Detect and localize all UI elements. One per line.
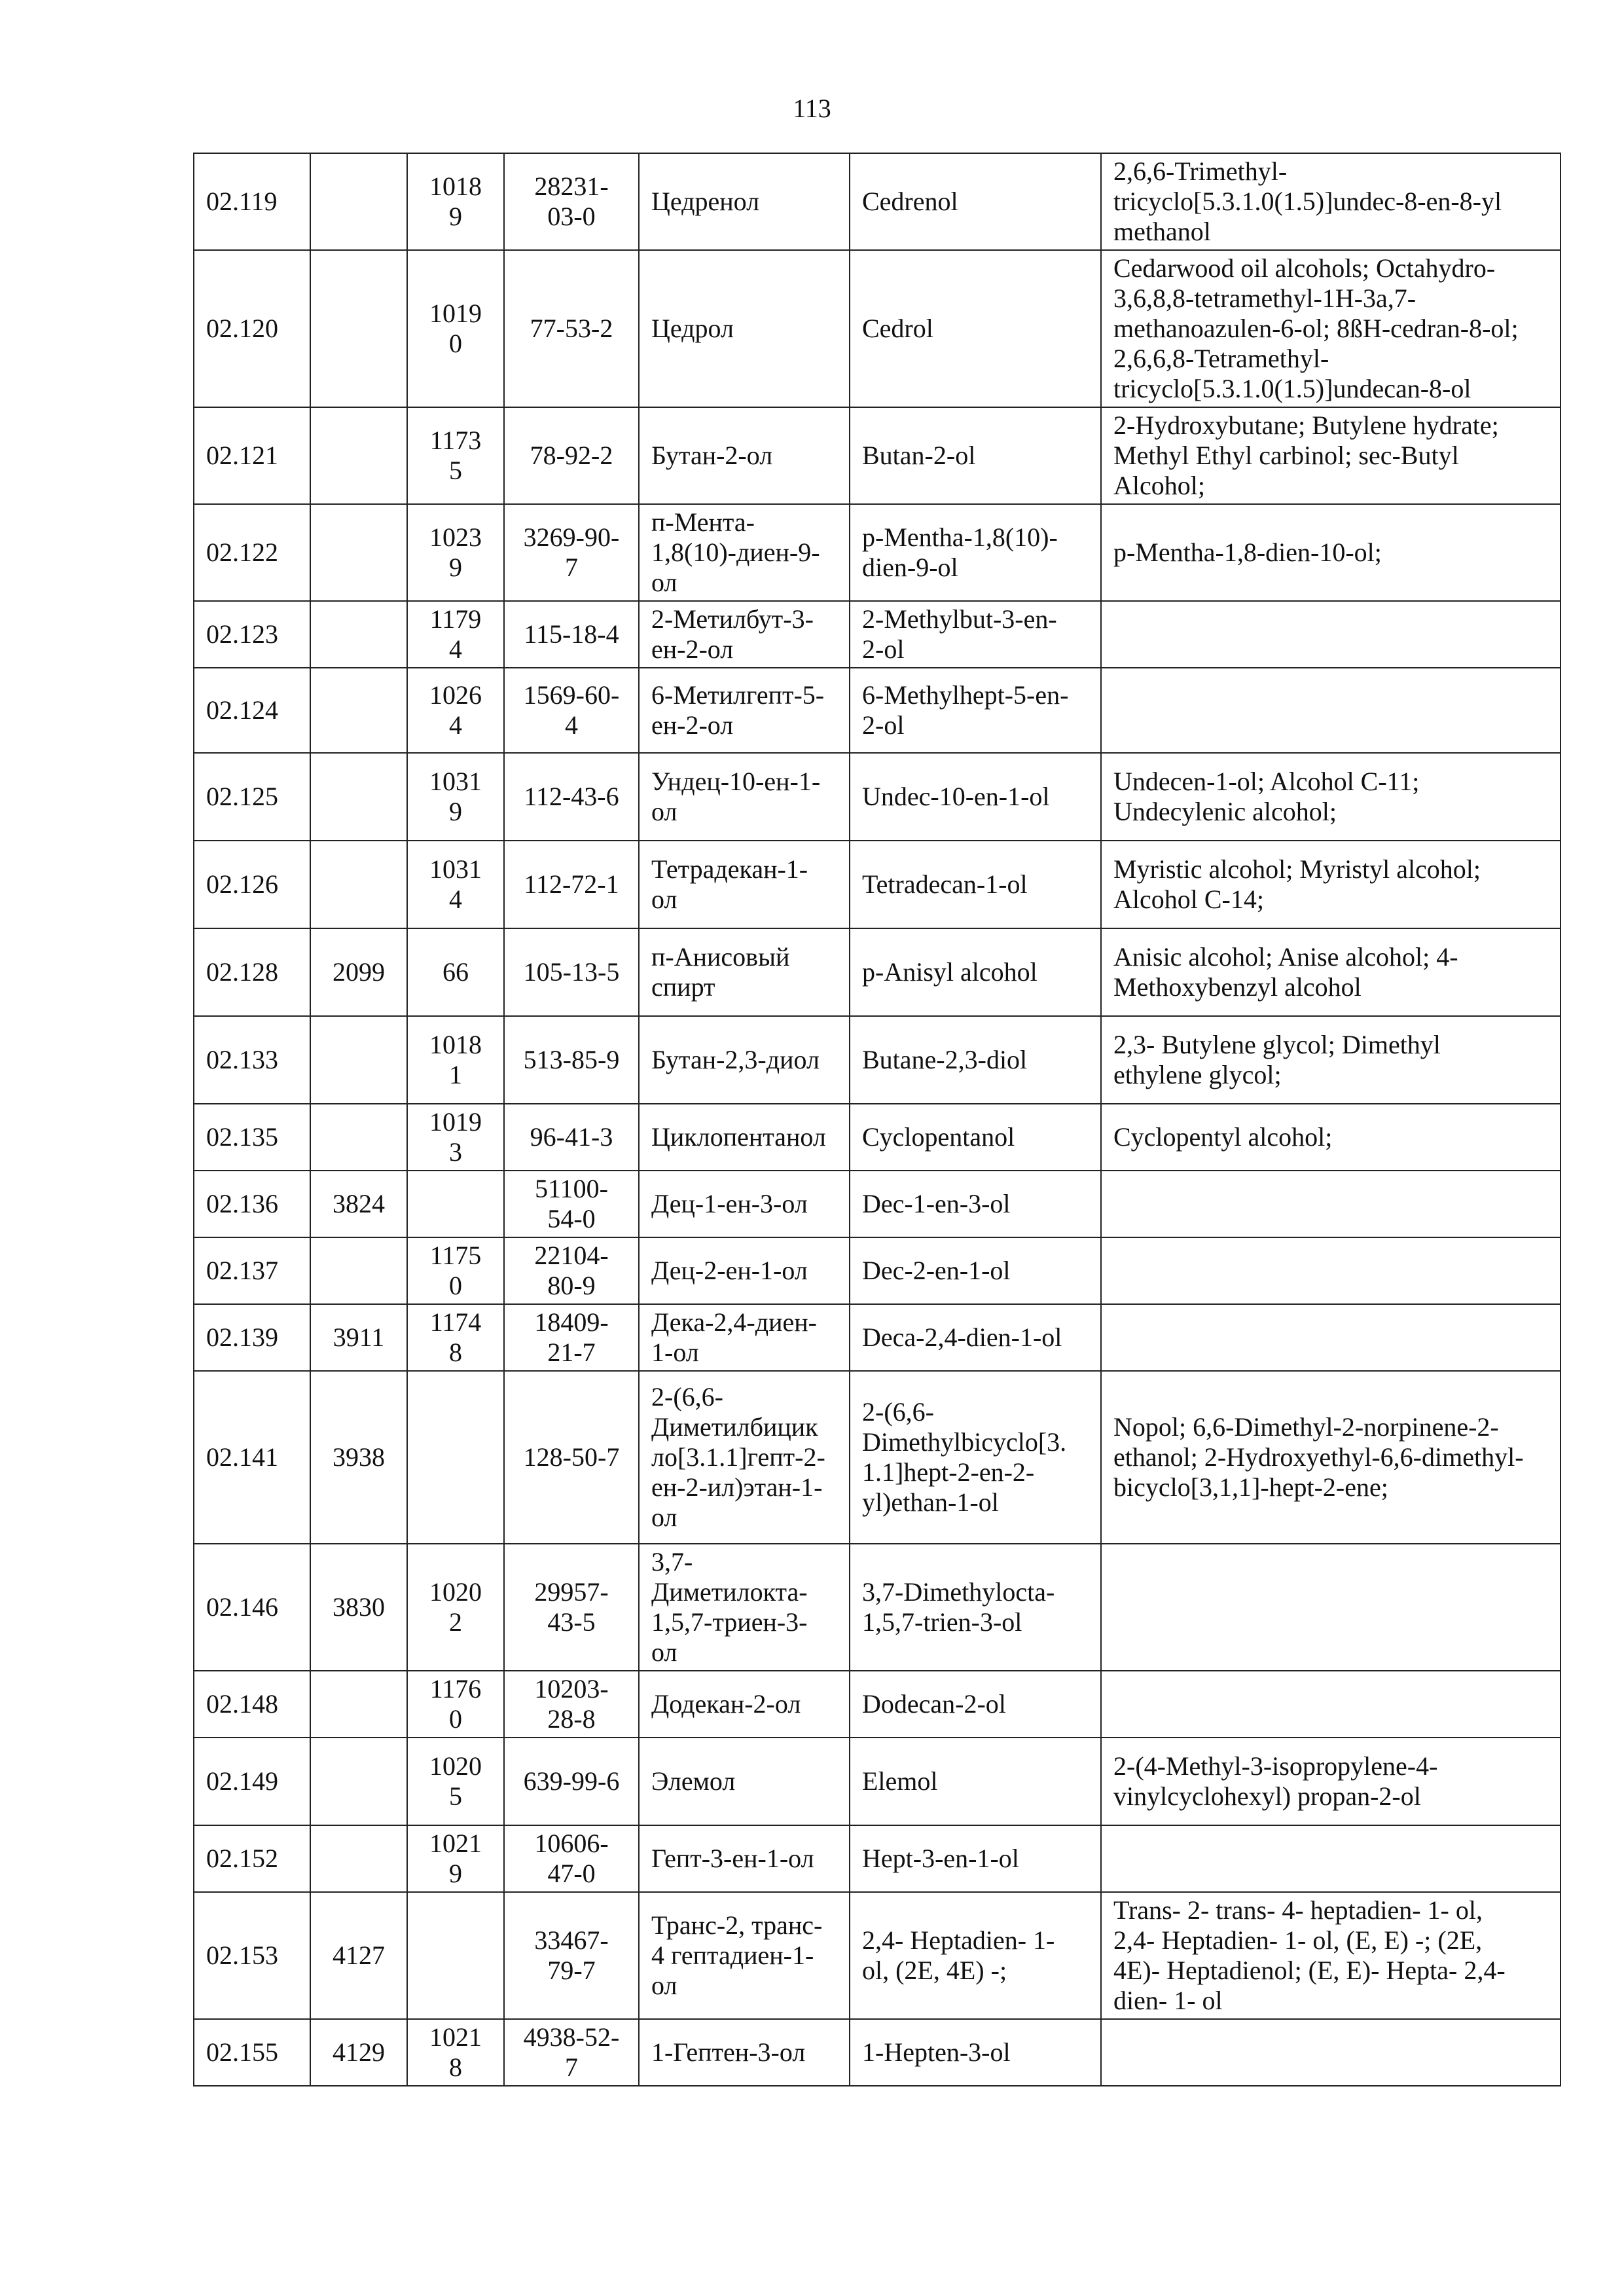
english-name-text: Cyclopentanol xyxy=(862,1122,1015,1152)
fl-number-cell xyxy=(194,1738,310,1825)
synonyms-cell xyxy=(1101,1825,1561,1892)
synonyms-text: Trans- 2- trans- 4- heptadien- 1- ol, 2,4- Heptadien- 1- ol, (E, E) -; (2E, 4E)- Heptadienol; (E, E)- Hepta- 2,4- dien- 1- ol xyxy=(1113,1895,1506,2015)
english-name-text: Deca-2,4-dien-1-ol xyxy=(862,1322,1062,1352)
cas-number-cell xyxy=(504,601,639,668)
synonyms-text: Undecen-1-ol; Alcohol C-11; Undecylenic alcohol; xyxy=(1113,767,1420,826)
synonyms-cell xyxy=(1101,753,1561,841)
english-name-text: p-Mentha-1,8(10)- dien-9-ol xyxy=(862,522,1058,582)
synonyms-cell xyxy=(1101,1738,1561,1825)
russian-name-cell xyxy=(639,1304,850,1371)
russian-name-cell xyxy=(639,2019,850,2086)
flavouring-substances-table xyxy=(193,153,1561,2086)
russian-name-text: Дец-1-ен-3-ол xyxy=(651,1189,808,1218)
fema-number-cell xyxy=(310,668,407,753)
jecfa-number-text: 1020 5 xyxy=(429,1751,482,1811)
russian-name-cell xyxy=(639,928,850,1016)
page-number: 113 xyxy=(793,94,831,123)
jecfa-number-cell xyxy=(407,1671,504,1738)
fl-number-text: 02.152 xyxy=(206,1844,278,1873)
synonyms-cell xyxy=(1101,1892,1561,2019)
jecfa-number-cell xyxy=(407,2019,504,2086)
jecfa-number-text: 1031 9 xyxy=(429,767,482,826)
cas-number-cell xyxy=(504,504,639,601)
fl-number-cell xyxy=(194,1371,310,1544)
jecfa-number-cell xyxy=(407,1016,504,1104)
cas-number-cell xyxy=(504,1671,639,1738)
jecfa-number-cell xyxy=(407,1544,504,1671)
synonyms-cell xyxy=(1101,1371,1561,1544)
fl-number-cell xyxy=(194,250,310,407)
synonyms-cell xyxy=(1101,1671,1561,1738)
table-row xyxy=(194,601,1561,668)
english-name-text: Cedrol xyxy=(862,314,933,343)
english-name-cell xyxy=(850,1544,1101,1671)
fema-number-cell xyxy=(310,407,407,504)
fl-number-text: 02.135 xyxy=(206,1122,278,1152)
fema-number-text: 3938 xyxy=(333,1442,385,1472)
english-name-cell xyxy=(850,753,1101,841)
cas-number-text: 10606- 47-0 xyxy=(534,1829,609,1888)
cas-number-cell xyxy=(504,1304,639,1371)
fl-number-text: 02.122 xyxy=(206,538,278,567)
jecfa-number-text: 1175 0 xyxy=(429,1241,482,1300)
fl-number-text: 02.139 xyxy=(206,1322,278,1352)
synonyms-cell xyxy=(1101,1016,1561,1104)
russian-name-text: Цедренол xyxy=(651,187,760,216)
russian-name-cell xyxy=(639,1104,850,1171)
cas-number-text: 128-50-7 xyxy=(523,1442,620,1472)
fema-number-cell xyxy=(310,1171,407,1237)
synonyms-text: Myristic alcohol; Myristyl alcohol; Alcohol C-14; xyxy=(1113,854,1481,914)
fema-number-cell xyxy=(310,1544,407,1671)
russian-name-text: Ундец-10-ен-1- ол xyxy=(651,767,821,826)
table-row xyxy=(194,1016,1561,1104)
cas-number-cell xyxy=(504,1237,639,1304)
fema-number-cell xyxy=(310,1738,407,1825)
table-row xyxy=(194,407,1561,504)
fema-number-cell xyxy=(310,753,407,841)
fl-number-text: 02.128 xyxy=(206,957,278,987)
english-name-text: p-Anisyl alcohol xyxy=(862,957,1038,987)
table-row xyxy=(194,1544,1561,1671)
fema-number-text: 3911 xyxy=(333,1322,385,1352)
cas-number-text: 3269-90- 7 xyxy=(523,522,620,582)
fl-number-text: 02.124 xyxy=(206,695,278,725)
fl-number-text: 02.148 xyxy=(206,1689,278,1719)
russian-name-text: 2-(6,6- Диметилбицик ло[3.1.1]гепт-2- ен-2-ил)этан-1- ол xyxy=(651,1382,825,1532)
russian-name-text: Цедрол xyxy=(651,314,734,343)
fl-number-cell xyxy=(194,1171,310,1237)
table-row xyxy=(194,753,1561,841)
cas-number-text: 112-72-1 xyxy=(524,869,619,899)
russian-name-cell xyxy=(639,1237,850,1304)
jecfa-number-text: 1026 4 xyxy=(429,680,482,740)
fl-number-cell xyxy=(194,407,310,504)
russian-name-text: 3,7- Диметилокта- 1,5,7-триен-3- ол xyxy=(651,1547,808,1667)
table-row xyxy=(194,1671,1561,1738)
english-name-text: 6-Methylhept-5-en- 2-ol xyxy=(862,680,1069,740)
fl-number-cell xyxy=(194,753,310,841)
fema-number-cell xyxy=(310,928,407,1016)
table-row xyxy=(194,841,1561,928)
english-name-cell xyxy=(850,928,1101,1016)
cas-number-text: 4938-52- 7 xyxy=(523,2022,620,2082)
fl-number-cell xyxy=(194,1104,310,1171)
fl-number-cell xyxy=(194,1825,310,1892)
english-name-text: 2-(6,6- Dimethylbicyclo[3. 1.1]hept-2-en-2- yl)ethan-1-ol xyxy=(862,1397,1067,1517)
jecfa-number-text: 1021 8 xyxy=(429,2022,482,2082)
english-name-text: 2,4- Heptadien- 1- ol, (2E, 4E) -; xyxy=(862,1925,1055,1985)
fl-number-text: 02.125 xyxy=(206,782,278,811)
synonyms-cell xyxy=(1101,407,1561,504)
english-name-cell xyxy=(850,668,1101,753)
fema-number-cell xyxy=(310,1304,407,1371)
synonyms-text: Cyclopentyl alcohol; xyxy=(1113,1122,1333,1152)
jecfa-number-cell xyxy=(407,250,504,407)
table-row xyxy=(194,153,1561,250)
english-name-text: Dodecan-2-ol xyxy=(862,1689,1006,1719)
jecfa-number-cell xyxy=(407,1738,504,1825)
english-name-cell xyxy=(850,601,1101,668)
synonyms-cell xyxy=(1101,841,1561,928)
synonyms-cell xyxy=(1101,250,1561,407)
fl-number-text: 02.126 xyxy=(206,869,278,899)
russian-name-cell xyxy=(639,1544,850,1671)
fema-number-cell xyxy=(310,841,407,928)
russian-name-cell xyxy=(639,153,850,250)
synonyms-cell xyxy=(1101,1171,1561,1237)
jecfa-number-text: 1019 0 xyxy=(429,299,482,358)
table-row xyxy=(194,2019,1561,2086)
jecfa-number-cell xyxy=(407,841,504,928)
english-name-cell xyxy=(850,1237,1101,1304)
cas-number-text: 77-53-2 xyxy=(530,314,613,343)
fl-number-cell xyxy=(194,1671,310,1738)
jecfa-number-text: 1021 9 xyxy=(429,1829,482,1888)
fema-number-text: 3824 xyxy=(333,1189,385,1218)
fl-number-text: 02.136 xyxy=(206,1189,278,1218)
jecfa-number-text: 1020 2 xyxy=(429,1577,482,1637)
fl-number-cell xyxy=(194,1892,310,2019)
russian-name-text: Циклопентанол xyxy=(651,1122,826,1152)
synonyms-cell xyxy=(1101,928,1561,1016)
cas-number-text: 105-13-5 xyxy=(523,957,620,987)
russian-name-text: 1-Гептен-3-ол xyxy=(651,2037,806,2067)
russian-name-text: Додекан-2-ол xyxy=(651,1689,801,1719)
fl-number-cell xyxy=(194,153,310,250)
jecfa-number-cell xyxy=(407,753,504,841)
fema-number-text: 2099 xyxy=(333,957,385,987)
fema-number-cell xyxy=(310,1016,407,1104)
synonyms-text: 2-(4-Methyl-3-isopropylene-4- vinylcyclohexyl) propan-2-ol xyxy=(1113,1751,1438,1811)
cas-number-text: 22104- 80-9 xyxy=(534,1241,609,1300)
cas-number-text: 96-41-3 xyxy=(530,1122,613,1152)
english-name-text: Undec-10-en-1-ol xyxy=(862,782,1050,811)
jecfa-number-cell xyxy=(407,1371,504,1544)
russian-name-cell xyxy=(639,1016,850,1104)
fl-number-text: 02.120 xyxy=(206,314,278,343)
english-name-cell xyxy=(850,841,1101,928)
jecfa-number-cell xyxy=(407,1104,504,1171)
fl-number-cell xyxy=(194,1016,310,1104)
russian-name-text: Дец-2-ен-1-ол xyxy=(651,1256,808,1285)
cas-number-cell xyxy=(504,928,639,1016)
table-row xyxy=(194,1104,1561,1171)
jecfa-number-cell xyxy=(407,1237,504,1304)
jecfa-number-text: 1023 9 xyxy=(429,522,482,582)
fl-number-text: 02.153 xyxy=(206,1941,278,1970)
fema-number-cell xyxy=(310,153,407,250)
jecfa-number-cell xyxy=(407,1171,504,1237)
russian-name-text: Тетрадекан-1- ол xyxy=(651,854,808,914)
russian-name-cell xyxy=(639,407,850,504)
english-name-cell xyxy=(850,1104,1101,1171)
english-name-cell xyxy=(850,1371,1101,1544)
jecfa-number-cell xyxy=(407,1304,504,1371)
russian-name-text: п-Анисовый спирт xyxy=(651,942,790,1002)
jecfa-number-text: 1176 0 xyxy=(429,1674,482,1734)
cas-number-cell xyxy=(504,1738,639,1825)
synonyms-text: 2-Hydroxybutane; Butylene hydrate; Methyl Ethyl carbinol; sec-Butyl Alcohol; xyxy=(1113,410,1499,500)
fl-number-cell xyxy=(194,2019,310,2086)
english-name-cell xyxy=(850,504,1101,601)
russian-name-cell xyxy=(639,504,850,601)
russian-name-text: Дека-2,4-диен- 1-ол xyxy=(651,1307,817,1367)
cas-number-cell xyxy=(504,1104,639,1171)
table-body xyxy=(194,153,1561,2086)
fema-number-cell xyxy=(310,2019,407,2086)
jecfa-number-text: 1019 3 xyxy=(429,1107,482,1167)
cas-number-text: 115-18-4 xyxy=(524,619,619,649)
english-name-cell xyxy=(850,407,1101,504)
english-name-cell xyxy=(850,1825,1101,1892)
russian-name-cell xyxy=(639,250,850,407)
fema-number-text: 4129 xyxy=(333,2037,385,2067)
synonyms-cell xyxy=(1101,1104,1561,1171)
jecfa-number-cell xyxy=(407,153,504,250)
cas-number-text: 33467- 79-7 xyxy=(534,1925,609,1985)
jecfa-number-cell xyxy=(407,668,504,753)
english-name-text: Dec-2-en-1-ol xyxy=(862,1256,1011,1285)
table-row xyxy=(194,1825,1561,1892)
english-name-text: 1-Hepten-3-ol xyxy=(862,2037,1011,2067)
fema-number-cell xyxy=(310,1237,407,1304)
fl-number-cell xyxy=(194,1237,310,1304)
fema-number-cell xyxy=(310,601,407,668)
fema-number-cell xyxy=(310,250,407,407)
english-name-text: Elemol xyxy=(862,1766,938,1796)
cas-number-text: 28231- 03-0 xyxy=(534,172,609,231)
jecfa-number-cell xyxy=(407,1825,504,1892)
russian-name-cell xyxy=(639,668,850,753)
english-name-cell xyxy=(850,1892,1101,2019)
jecfa-number-text: 1018 1 xyxy=(429,1030,482,1089)
cas-number-text: 29957- 43-5 xyxy=(534,1577,609,1637)
english-name-cell xyxy=(850,1738,1101,1825)
synonyms-text: 2,6,6-Trimethyl- tricyclo[5.3.1.0(1.5)]undec-8-en-8-yl methanol xyxy=(1113,156,1502,246)
fl-number-cell xyxy=(194,1304,310,1371)
jecfa-number-cell xyxy=(407,504,504,601)
russian-name-cell xyxy=(639,1738,850,1825)
russian-name-text: Бутан-2-ол xyxy=(651,441,773,470)
table-row xyxy=(194,1171,1561,1237)
table-row xyxy=(194,1237,1561,1304)
synonyms-cell xyxy=(1101,1237,1561,1304)
cas-number-cell xyxy=(504,1544,639,1671)
russian-name-cell xyxy=(639,1892,850,2019)
synonyms-text: Nopol; 6,6-Dimethyl-2-norpinene-2- ethanol; 2-Hydroxyethyl-6,6-dimethyl- bicyclo[3,1,1]-hept-2-ene; xyxy=(1113,1412,1524,1502)
fl-number-text: 02.123 xyxy=(206,619,278,649)
fl-number-text: 02.146 xyxy=(206,1592,278,1622)
jecfa-number-text: 1173 5 xyxy=(429,426,482,485)
jecfa-number-text: 1031 4 xyxy=(429,854,482,914)
synonyms-text: 2,3- Butylene glycol; Dimethyl ethylene glycol; xyxy=(1113,1030,1441,1089)
cas-number-cell xyxy=(504,1171,639,1237)
russian-name-cell xyxy=(639,1671,850,1738)
russian-name-cell xyxy=(639,601,850,668)
fl-number-cell xyxy=(194,928,310,1016)
table-row xyxy=(194,504,1561,601)
cas-number-cell xyxy=(504,668,639,753)
fl-number-text: 02.133 xyxy=(206,1045,278,1074)
russian-name-cell xyxy=(639,1825,850,1892)
fl-number-cell xyxy=(194,601,310,668)
fema-number-text: 3830 xyxy=(333,1592,385,1622)
synonyms-text: Anisic alcohol; Anise alcohol; 4- Methoxybenzyl alcohol xyxy=(1113,942,1458,1002)
table-row xyxy=(194,1738,1561,1825)
synonyms-cell xyxy=(1101,668,1561,753)
english-name-text: 3,7-Dimethylocta- 1,5,7-trien-3-ol xyxy=(862,1577,1055,1637)
jecfa-number-text: 1174 8 xyxy=(429,1307,482,1367)
jecfa-number-cell xyxy=(407,407,504,504)
cas-number-text: 639-99-6 xyxy=(523,1766,620,1796)
synonyms-text: p-Mentha-1,8-dien-10-ol; xyxy=(1113,538,1382,567)
fl-number-text: 02.137 xyxy=(206,1256,278,1285)
table-row xyxy=(194,668,1561,753)
fema-number-cell xyxy=(310,504,407,601)
cas-number-cell xyxy=(504,753,639,841)
fl-number-cell xyxy=(194,1544,310,1671)
fema-number-cell xyxy=(310,1371,407,1544)
cas-number-cell xyxy=(504,841,639,928)
cas-number-cell xyxy=(504,2019,639,2086)
fema-number-cell xyxy=(310,1892,407,2019)
english-name-cell xyxy=(850,153,1101,250)
cas-number-cell xyxy=(504,1016,639,1104)
fl-number-text: 02.149 xyxy=(206,1766,278,1796)
table-row xyxy=(194,1304,1561,1371)
russian-name-text: Гепт-3-ен-1-ол xyxy=(651,1844,814,1873)
synonyms-text: Cedarwood oil alcohols; Octahydro- 3,6,8,8-tetramethyl-1H-3a,7- methanoazulen-6-ol; 8ßH-cedran-8-ol; 2,6,6,8-Tetramethyl- tricyclo[5.3.1.0(1.5)]undecan-8-ol xyxy=(1113,253,1519,403)
cas-number-cell xyxy=(504,407,639,504)
cas-number-text: 513-85-9 xyxy=(523,1045,620,1074)
fema-number-cell xyxy=(310,1671,407,1738)
cas-number-text: 112-43-6 xyxy=(524,782,619,811)
russian-name-text: Бутан-2,3-диол xyxy=(651,1045,820,1074)
cas-number-text: 78-92-2 xyxy=(530,441,613,470)
synonyms-cell xyxy=(1101,153,1561,250)
synonyms-cell xyxy=(1101,2019,1561,2086)
russian-name-text: п-Мента- 1,8(10)-диен-9- ол xyxy=(651,507,820,597)
jecfa-number-cell xyxy=(407,1892,504,2019)
jecfa-number-cell xyxy=(407,601,504,668)
fl-number-cell xyxy=(194,668,310,753)
jecfa-number-text: 1018 9 xyxy=(429,172,482,231)
english-name-text: Dec-1-en-3-ol xyxy=(862,1189,1011,1218)
russian-name-cell xyxy=(639,841,850,928)
english-name-text: 2-Methylbut-3-en- 2-ol xyxy=(862,604,1057,664)
fema-number-cell xyxy=(310,1104,407,1171)
cas-number-text: 51100- 54-0 xyxy=(535,1174,608,1233)
cas-number-text: 1569-60- 4 xyxy=(523,680,620,740)
fl-number-text: 02.121 xyxy=(206,441,278,470)
table-row xyxy=(194,1371,1561,1544)
cas-number-cell xyxy=(504,153,639,250)
russian-name-cell xyxy=(639,753,850,841)
english-name-cell xyxy=(850,1171,1101,1237)
table-row xyxy=(194,250,1561,407)
fl-number-cell xyxy=(194,841,310,928)
english-name-text: Hept-3-en-1-ol xyxy=(862,1844,1019,1873)
russian-name-cell xyxy=(639,1371,850,1544)
fl-number-text: 02.141 xyxy=(206,1442,278,1472)
english-name-cell xyxy=(850,1016,1101,1104)
english-name-text: Cedrenol xyxy=(862,187,958,216)
russian-name-text: 2-Метилбут-3- ен-2-ол xyxy=(651,604,814,664)
synonyms-cell xyxy=(1101,601,1561,668)
russian-name-text: 6-Метилгепт-5- ен-2-ол xyxy=(651,680,825,740)
fl-number-text: 02.119 xyxy=(206,187,278,216)
english-name-cell xyxy=(850,1671,1101,1738)
english-name-text: Tetradecan-1-ol xyxy=(862,869,1028,899)
russian-name-text: Транс-2, транс- 4 гептадиен-1- ол xyxy=(651,1910,823,2000)
jecfa-number-text: 1179 4 xyxy=(429,604,482,664)
cas-number-cell xyxy=(504,1892,639,2019)
synonyms-cell xyxy=(1101,1304,1561,1371)
english-name-text: Butane-2,3-diol xyxy=(862,1045,1028,1074)
synonyms-cell xyxy=(1101,504,1561,601)
english-name-cell xyxy=(850,2019,1101,2086)
cas-number-text: 10203- 28-8 xyxy=(534,1674,609,1734)
fema-number-cell xyxy=(310,1825,407,1892)
table-row xyxy=(194,1892,1561,2019)
cas-number-cell xyxy=(504,250,639,407)
jecfa-number-text: 66 xyxy=(442,957,469,987)
table-row xyxy=(194,928,1561,1016)
cas-number-cell xyxy=(504,1371,639,1544)
fema-number-text: 4127 xyxy=(333,1941,385,1970)
english-name-cell xyxy=(850,1304,1101,1371)
fl-number-text: 02.155 xyxy=(206,2037,278,2067)
jecfa-number-cell xyxy=(407,928,504,1016)
english-name-text: Butan-2-ol xyxy=(862,441,976,470)
russian-name-text: Элемол xyxy=(651,1766,736,1796)
synonyms-cell xyxy=(1101,1544,1561,1671)
english-name-cell xyxy=(850,250,1101,407)
fl-number-cell xyxy=(194,504,310,601)
cas-number-cell xyxy=(504,1825,639,1892)
russian-name-cell xyxy=(639,1171,850,1237)
cas-number-text: 18409- 21-7 xyxy=(534,1307,609,1367)
